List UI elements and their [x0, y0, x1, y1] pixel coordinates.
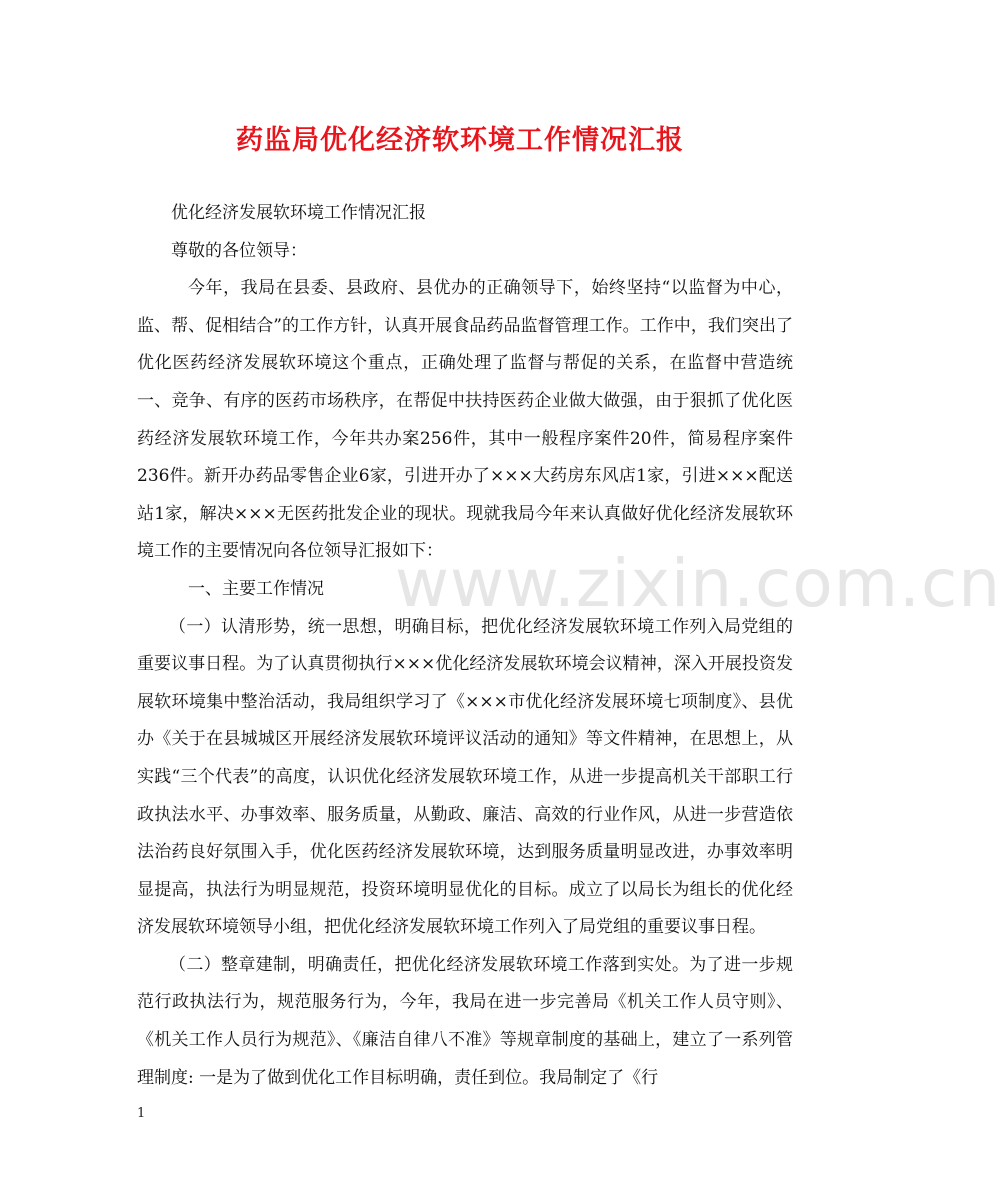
watermark: www.zixin.com.cn	[395, 545, 1001, 622]
document-body	[137, 195, 793, 1097]
salutation: 尊敬的各位领导：	[171, 240, 307, 261]
document-title: 药监局优化经济软环境工作情况汇报	[236, 125, 684, 156]
subtitle: 优化经济发展软环境工作情况汇报	[171, 203, 426, 223]
paragraph-section-1: （一）认清形势，统一思想，明确目标，把优化经济发展软环境工作列入局党组的重要议事日程。为了认真贯彻执行×××优化经济发展软环境会议精神，深入开展投资发展软环境集中整治活动，我局组织学习了《×××市优化经济发展环境七项制度》、县优办《关于在县城城区开展经济发展软环境评议活动的通知》等文件精神，在思想上，从实践“三个代表”的高度，认识优化经济发展软环境工作，从进一步提高机关干部职工行政执法水平、办事效率、服务质量，从勤政、廉洁、高效的行业作风，从进一步营造依法治药良好氛围入手，优化医药经济发展软环境，达到服务质量明显改进，办事效率明显提高，执法行为明显规范，投资环境明显优化的目标。成立了以局长为组长的优化经济发展软环境领导小组，把优化经济发展软环境工作列入了局党组的重要议事日程。	[137, 616, 793, 938]
paragraph-intro: 今年，我局在县委、县政府、县优办的正确领导下，始终坚持“以监督为中心，监、帮、促相结合”的工作方针，认真开展食品药品监督管理工作。工作中，我们突出了优化医药经济发展软环境这个重点，正确处理了监督与帮促的关系，在监督中营造统一、竞争、有序的医药市场秩序，在帮促中扶持医药企业做大做强，由于狠抓了优化医药经济发展软环境工作，今年共办案256件，其中一般程序案件20件，简易程序案件236件。新开办药品零售企业6家，引进开办了×××大药房东风店1家，引进×××配送站1家，解决×××无医药批发企业的现状。现就我局今年来认真做好优化经济发展软环境工作的主要情况向各位领导汇报如下：	[137, 278, 793, 562]
paragraph-section-2: （二）整章建制，明确责任，把优化经济发展软环境工作落到实处。为了进一步规范行政执法行为，规范服务行为，今年，我局在进一步完善局《机关工作人员守则》、《机关工作人员行为规范》、《廉洁自律八不准》等规章制度的基础上，建立了一系列管理制度: 一是为了做到优化工作目标明确，责任到位。我局制定了《行	[137, 954, 793, 1088]
section-heading: 一、主要工作情况	[188, 578, 324, 599]
page-number: 1	[137, 1106, 146, 1121]
